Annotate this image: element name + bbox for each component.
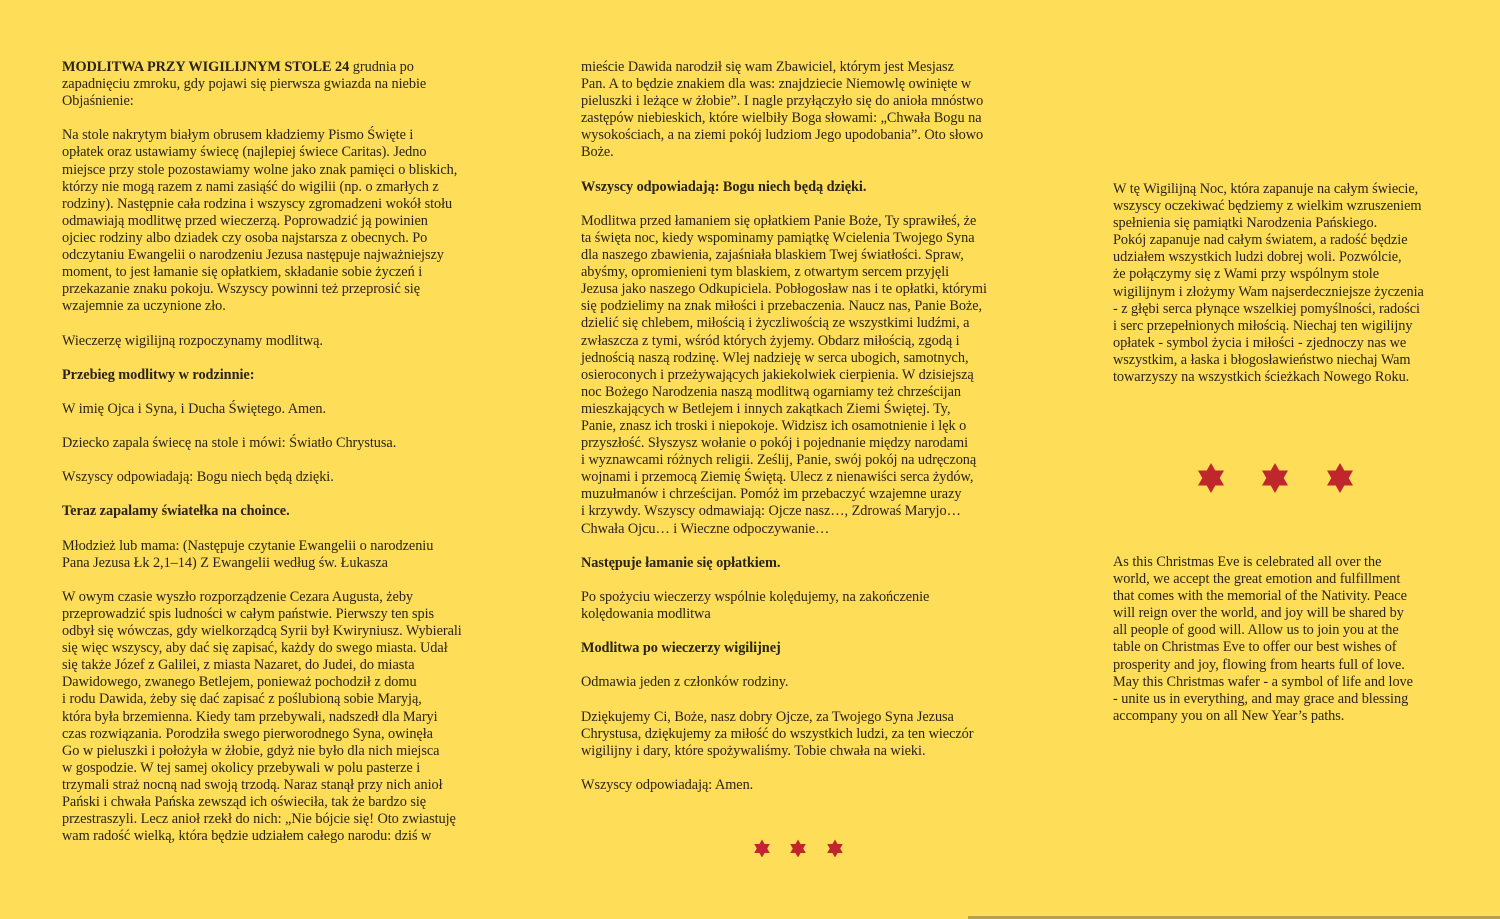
column-right-english [1113, 554, 1443, 742]
prayer-title: MODLITWA PRZY WIGILIJNYM STOLE 24 [62, 59, 350, 75]
response-text: Wszyscy odpowiadają: Bogu niech będą dzięki. [62, 469, 334, 486]
thanksgiving-text: Dziękujemy Ci, Boże, nasz dobry Ojcze, za Twojego Syna Jezusa Chrystusa, dziękujemy za miłość do wszystkich ludzi, za ten wieczór wigilijny i dary, które spożywaliśmy. Tobie chwała na wieki. [581, 708, 974, 759]
gospel-text-part1: W owym czasie wyszło rozporządzenie Cezara Augusta, żeby przeprowadzić spis ludności w całym państwie. Pierwszy ten spis odbył się wówczas, gdy wielkorządcą Syrii był Kwiryniusz. Wybierali się więc wszyscy, aby dać się zapisać, każdy do swego miasta. Udał się także Józef z Galilei, z miasta Nazaret, do Judei, do miasta Dawidowego, zwanego Betlejem, ponieważ pochodził z domu i rodu Dawida, żeby się dać zapisać z poślubioną sobie Maryją, która była brzemienna. Kiedy tam przebywali, nadszedł dla Maryi czas rozwiązania. Porodziła swego pierworodnego Syna, owinęła Go w pieluszki i położyła w żłobie, gdyż nie było dla nich miejsca w gospodzie. W tej samej okolicy przebywali w polu pasterze i trzymali straż nocną nad swoją trzodą. Naraz stanął przy nich anioł Pański i chwała Pańska zewsząd ich oświeciła, tak że bardzo się przestraszyli. Lecz anioł rzekł do nich: „Nie bójcie się! Oto zwiastuję wam radość wielką, która będzie udziałem całego narodu: dziś w [62, 588, 462, 845]
star-icon [790, 840, 806, 858]
star-icon [1327, 463, 1353, 493]
wafer-prayer-text: Modlitwa przed łamaniem się opłatkiem Panie Boże, Ty sprawiłeś, że ta święta noc, kiedy wspominamy pamiątkę Wcielenia Twojego Syna dla naszego zbawienia, zajaśniała blaskiem Twej światłości. Spraw, abyśmy, opromienieni tym blaskiem, z otwartym sercem przyjęli Jezusa jako naszego Odkupiciela. Pobłogosław nas i te opłatki, którymi się podzielimy na znak miłości i przebaczenia. Naucz nas, Panie Boże, dzielić się chlebem, miłością i życzliwością ze wszystkimi ludźmi, a zwłaszcza z tymi, wśród których żyjemy. Obdarz miłością, zgodą i jednością naszą rodzinę. Wlej nadzieję w serca ubogich, samotnych, osieroconych i przeżywających jakiekolwiek cierpienia. W dzisiejszą noc Bożego Narodzenia naszą modlitwą ogarniamy też chrześcijan mieszkających w Betlejem i innych zakątkach Ziemi Świętej. Ty, Panie, znasz ich troski i niepokoje. Widzisz ich osamotnienie i lęk o przyszłość. Słyszysz wołanie o pokój i pojednanie między narodami i wyznawcami różnych religii. Ześlij, Panie, swój pokój na udręczoną wojnami i przemocą Ziemię Świętą. Ulecz z nienawiści serca żydów, muzułmanów i chrześcijan. Pomóż im przebaczyć wzajemne urazy i krzywdy. Wszyscy odmawiają: Ojcze nasz…, Zdrowaś Maryjo… Chwała Ojcu… i Wieczne odpoczywanie… [581, 212, 987, 537]
column-right-polish [1113, 181, 1443, 403]
prayer-subtitle: grudnia po zapadnięciu zmroku, gdy pojawi się pierwsza gwiazda na niebie Objaśnienie: [62, 59, 427, 110]
section-heading-family-prayer: Przebieg modlitwy w rodzinnie: [62, 366, 255, 383]
sign-of-cross-text: W imię Ojca i Syna, i Ducha Świętego. Amen. [62, 400, 327, 417]
child-candle-text: Dziecko zapala świecę na stole i mówi: Światło Chrystusa. [62, 435, 397, 452]
star-icon [754, 840, 770, 858]
caroling-text: Po spożyciu wieczerzy wspólnie kolędujemy, na zakończenie kolędowania modlitwa [581, 588, 930, 622]
intro-paragraph [62, 59, 492, 110]
gospel-text-part2: mieście Dawida narodził się wam Zbawiciel, którym jest Mesjasz Pan. A to będzie znakiem dla was: znajdziecie Niemowlę owinięte w pieluszki i leżące w żłobie”. I nagle przyłączyło się do anioła mnóstwo zastępów niebieskich, które wielbiły Boga słowami: „Chwała Bogu na wysokościach, a na ziemi pokój ludziom Jego upodobania”. Oto słowo Boże. [581, 59, 984, 161]
greeting-polish: W tę Wigilijną Noc, która zapanuje na całym świecie, wszyscy oczekiwać będziemy z wielkim wzruszeniem spełnienia się pamiątki Narodzenia Pańskiego. Pokój zapanuje nad całym światem, a radość będzie udziałem wszystkich ludzi dobrej woli. Pozwólcie, że połączymy się z Wami przy wspólnym stole wigilijnym i złożymy Wam najserdeczniejsze życzenia - z głębi serca płynące wszelkiej pomyślności, radości i serc przepełnionych miłością. Niechaj ten wigilijny opłatek - symbol życia i miłości - zjednoczy nas we wszystkim, a łaska i błogosławieństwo niechaj Wam towarzyszy na wszystkich ścieżkach Nowego Roku. [1113, 181, 1424, 386]
supper-start-text: Wieczerzę wigilijną rozpoczynamy modlitwą. [62, 332, 323, 349]
amen-text: Wszyscy odpowiadają: Amen. [581, 776, 754, 793]
explanation-paragraph: Na stole nakrytym białym obrusem kładziemy Pismo Święte i opłatek oraz ustawiamy świecę (najlepiej świece Caritas). Jedno miejsce przy stole pozostawiamy wolne jako znak pamięci o bliskich, którzy nie mogą razem z nami zasiąść do wigilii (np. o zmarłych z rodziny). Następnie cała rodzina i wszyscy zgromadzeni wokół stołu odmawiają modlitwę przed wieczerzą. Poprowadzić ją powinien ojciec rodziny albo dziadek czy osoba najstarsza z obecnych. Po odczytaniu Ewangelii o narodzeniu Jezusa następuje najważniejszy moment, to jest łamanie się opłatkiem, składanie sobie życzeń i przekazanie znaku pokoju. Wszyscy powinni też przeprosić się wzajemnie za uczynione zło. [62, 127, 458, 315]
section-heading-wafer-breaking: Następuje łamanie się opłatkiem. [581, 554, 781, 571]
family-member-text: Odmawia jeden z członków rodziny. [581, 674, 789, 691]
section-heading-after-supper: Modlitwa po wieczerzy wigilijnej [581, 640, 781, 657]
large-stars-ornament [1196, 462, 1356, 494]
section-heading-response: Wszyscy odpowiadają: Bogu niech będą dzięki. [581, 178, 867, 195]
star-icon [1262, 463, 1288, 493]
gospel-intro-text: Młodzież lub mama: (Następuje czytanie Ewangelii o narodzeniu Pana Jezusa Łk 2,1–14) Z Ewangelii według św. Łukasza [62, 537, 434, 571]
small-stars-ornament [752, 839, 846, 857]
star-icon [827, 840, 843, 858]
column-middle [581, 59, 1021, 811]
star-icon [1198, 463, 1224, 493]
column-left [62, 59, 492, 862]
section-heading-tree-lights: Teraz zapalamy światełka na choince. [62, 503, 290, 520]
greeting-english: As this Christmas Eve is celebrated all over the world, we accept the great emotion and fulfillment that comes with the memorial of the Nativity. Peace will reign over the world, and joy will be shared by all people of good will. Allow us to join you at the table on Christmas Eve to offer our best wishes of prosperity and joy, flowing from hearts full of love. May this Christmas wafer - a symbol of life and love - unite us in everything, and may grace and blessing accompany you on all New Year’s paths. [1113, 554, 1413, 724]
